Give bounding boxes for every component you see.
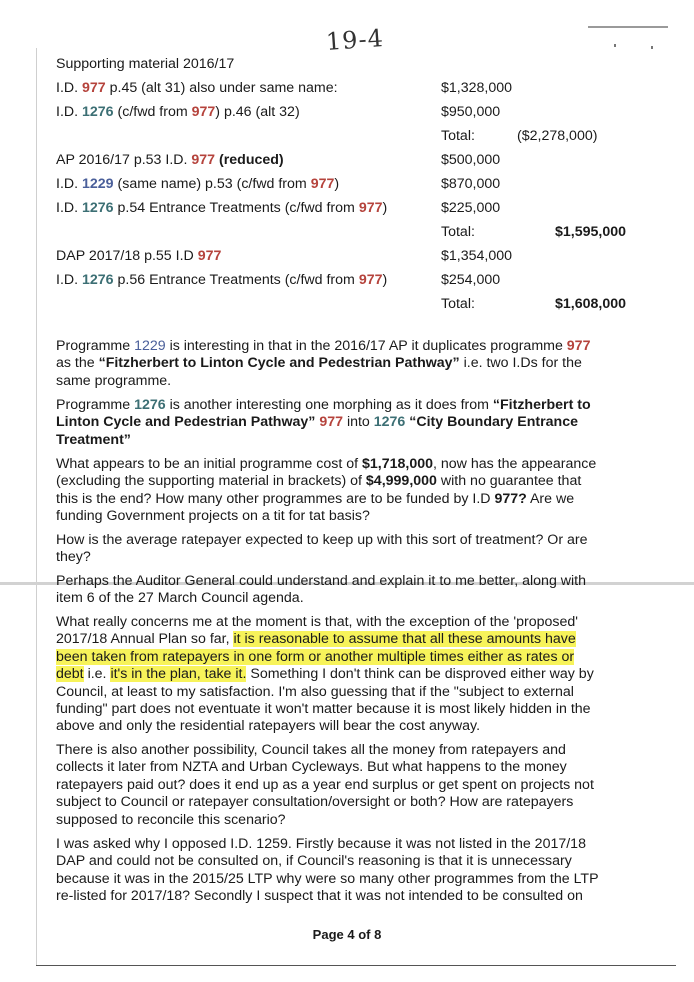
scan-border [36,48,37,966]
text-line: DAP and could not be consulted on, if Council's reasoning is that it is unnecessary [56,853,572,870]
amount: $225,000 [441,200,501,216]
total-label: Total: [441,128,475,144]
text-line: What really concerns me at the moment is that, with the exception of the 'proposed' [56,614,578,630]
highlighted-text: been taken from ratepayers in one form or another multiple times either as rates or [56,648,575,665]
text-line: re-listed for 2017/18? Secondly I suspect that it was not intended to be consulted on [56,888,583,905]
line-item [56,176,339,193]
text: p.54 Entrance Treatments (c/fwd from [113,200,359,216]
paragraph [56,836,646,906]
text-line: supposed to reconcile this scenario? [56,811,286,828]
text-line: What appears to be an initial programme cost of $1,718,000, now has the appearance [56,456,597,472]
text-line: this is the end? How many other programmes are to be funded by I.D 977? Are we [56,490,575,507]
text-line: Treatment” [56,431,131,448]
text-line: collects it later from NZTA and Urban Cycleways. But what happens to the money [56,759,567,776]
total-label: Total: [441,296,475,312]
text-line: Council, at least to my satisfaction. I'm also guessing that if the "subject to external [56,683,574,700]
text: I.D. [56,272,83,288]
total-value: ($2,278,000) [517,128,598,144]
text-line: ratepayers paid out? does it end up as a year end surplus or get spent on projects not [56,776,594,793]
line-item [56,272,387,289]
text: (c/fwd from [113,104,192,120]
text-line: Programme 1229 is interesting in that in the 2016/17 AP it duplicates programme 977 [56,338,591,354]
text: (reduced) [215,152,284,168]
amount: $950,000 [441,104,501,120]
amount: $1,328,000 [441,80,513,96]
text-line: subject to Council or ratepayer consultation/oversight or both? How are ratepayers [56,794,574,811]
text-line: as the “Fitzherbert to Linton Cycle and Pedestrian Pathway” i.e. two I.Ds for the [56,355,582,372]
text: p.56 Entrance Treatments (c/fwd from [113,272,359,288]
text-line [56,649,646,666]
line-item [56,152,284,169]
text: (same name) p.53 (c/fwd from [113,176,311,192]
text-line: they? [56,549,91,566]
text-line: I was asked why I opposed I.D. 1259. Firstly because it was not listed in the 2017/18 [56,836,586,852]
scan-speck [614,44,616,47]
highlighted-text: it's in the plan, take it. [110,666,247,683]
text-line: Perhaps the Auditor General could understand and explain it to me better, along with [56,573,587,589]
text: I.D. [56,176,83,192]
paragraph [56,338,646,390]
text: I.D. [56,80,83,96]
line-item [56,248,221,265]
total-value: $1,608,000 [555,296,627,312]
text: p.45 (alt 31) also under same name: [105,80,338,96]
scan-speck [651,46,653,49]
text: AP 2016/17 p.53 I.D. [56,152,192,168]
line-item [56,104,300,121]
text-line: (excluding the supporting material in brackets) of $4,999,000 with no guarantee that [56,473,582,490]
line-item [56,200,387,217]
amount: $1,354,000 [441,248,513,264]
id-ref: 1276 [82,200,114,216]
text-line: same programme. [56,372,172,389]
text: ) [382,272,388,288]
supporting-heading: Supporting material 2016/17 [56,56,235,72]
text-line: item 6 of the 27 March Council agenda. [56,590,304,607]
id-ref: 1229 [134,338,166,354]
id-ref: 1276 [134,397,166,413]
total-value: $1,595,000 [555,224,627,240]
text: DAP 2017/18 p.55 I.D [56,248,198,264]
id-ref: 977 [197,248,222,264]
page-bottom-line [36,965,676,966]
text-line: There is also another possibility, Council takes all the money from ratepayers and [56,742,566,758]
text-line: How is the average ratepayer expected to keep up with this sort of treatment? Or are [56,532,588,548]
id-ref: 977 [319,414,343,431]
total-label: Total: [441,224,475,240]
id-ref: 977 [191,152,216,168]
text: I.D. [56,104,83,120]
paragraph [56,456,646,526]
paragraph [56,573,646,608]
amount: $254,000 [441,272,501,288]
handwritten-note: 19-4 [325,24,385,56]
text-line: 2017/18 Annual Plan so far, it is reasonable to assume that all these amounts have [56,631,576,648]
scan-rule [588,26,668,28]
line-item [56,80,338,97]
id-ref: 1276 [373,414,406,431]
id-ref: 1229 [82,176,114,192]
paragraph [56,397,646,449]
id-ref: 977 [358,200,383,216]
text: ) [334,176,340,192]
paragraph [56,742,646,829]
text-line: debt i.e. it's in the plan, take it. Something I don't think can be disproved either way by [56,666,594,683]
paragraph [56,532,646,567]
text-line: Linton Cycle and Pedestrian Pathway” 977 into 1276 “City Boundary Entrance [56,414,578,431]
text: I.D. [56,200,83,216]
highlighted-text: debt [56,666,84,683]
text: ) [382,200,388,216]
text-line: because it was in the 2015/25 LTP why were so many other programmes from the LTP [56,870,599,887]
amount: $500,000 [441,152,501,168]
id-ref: 977 [191,104,216,120]
text-line: funding Government projects on a tit for tat basis? [56,508,370,525]
amount: $870,000 [441,176,501,192]
text-line: above and only the residential ratepayers will bear the cost anyway. [56,718,481,735]
id-ref: 1276 [82,104,114,120]
id-ref: 977 [82,80,106,96]
id-ref: 977 [566,338,591,354]
text-line: Programme 1276 is another interesting one morphing as it does from “Fitzherbert to [56,397,591,413]
text: ) p.46 (alt 32) [215,104,300,120]
paragraph [56,614,646,736]
id-ref: 977 [358,272,383,288]
id-ref: 1276 [82,272,114,288]
highlighted-text: it is reasonable to assume that all these amounts have [233,631,576,648]
text-line: funding" part does not eventuate it won't matter because it is most likely hidden in the [56,701,591,718]
page-number: Page 4 of 8 [312,927,382,942]
id-ref: 977 [310,176,335,192]
